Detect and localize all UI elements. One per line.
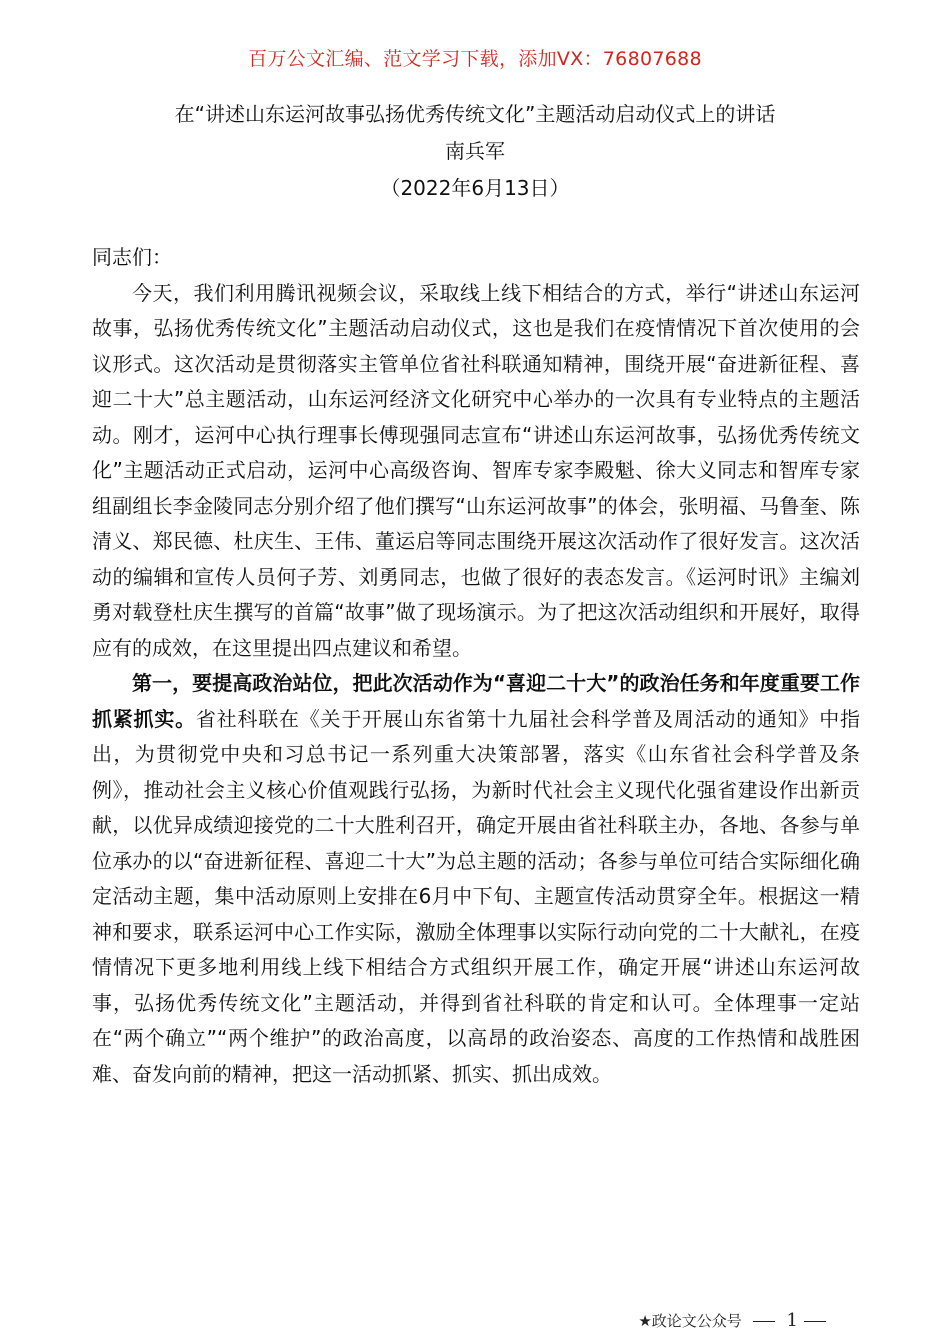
document-body (92, 240, 860, 1092)
watermark-text: 百万公文汇编、范文学习下载，添加VX：76807688 (248, 48, 702, 70)
paragraph-1: 今天，我们利用腾讯视频会议，采取线上线下相结合的方式，举行“讲述山东运河故事，弘扬优秀传统文化”主题活动启动仪式，这也是我们在疫情情况下首次使用的会议形式。这次活动是贯彻落实主管单位省社科联通知精神，围绕开展“奋进新征程、喜迎二十大”总主题活动，山东运河经济文化研究中心举办的一次具有专业特点的主题活动。刚才，运河中心执行理事长傅现强同志宣布“讲述山东运河故事，弘扬优秀传统文化”主题活动正式启动，运河中心高级咨询、智库专家李殿魁、徐大义同志和智库专家组副组长李金陵同志分别介绍了他们撰写“山东运河故事”的体会，张明福、马鲁奎、陈清义、郑民德、杜庆生、王伟、董运启等同志围绕开展这次活动作了很好发言。这次活动的编辑和宣传人员何子芳、刘勇同志，也做了很好的表态发言。《运河时讯》主编刘勇对载登杜庆生撰写的首篇“故事”做了现场演示。为了把这次活动组织和开展好，取得应有的成效，在这里提出四点建议和希望。 (92, 280, 860, 660)
page-number: 1 (786, 1310, 798, 1331)
page-footer (638, 1310, 832, 1331)
salutation: 同志们： (92, 245, 172, 269)
title-block (0, 96, 950, 207)
document-author: 南兵军 (445, 139, 505, 163)
paragraph-2-text: 省社科联在《关于开展山东省第十九届社会科学普及周活动的通知》中指出，为贯彻党中央和习总书记一系列重大决策部署，落实《山东省社会科学普及条例》，推动社会主义核心价值观践行弘扬，为新时代社会主义现代化强省建设作出新贡献，以优异成绩迎接党的二十大胜利召开，确定开展由省社科联主办，各地、各参与单位承办的以“奋进新征程、喜迎二十大”为总主题的活动；各参与单位可结合实际细化确定活动主题，集中活动原则上安排在6月中下旬、主题宣传活动贯穿全年。根据这一精神和要求，联系运河中心工作实际，激励全体理事以实际行动向党的二十大献礼，在疫情情况下更多地利用线上线下相结合方式组织开展工作，确定开展“讲述山东运河故事，弘扬优秀传统文化”主题活动，并得到省社科联的肯定和认可。全体理事一定站在“两个确立”“两个维护”的政治高度，以高昂的政治姿态、高度的工作热情和战胜困难、奋发向前的精神，把这一活动抓紧、抓实、抓出成效。 (92, 706, 861, 1086)
document-date: （2022年6月13日） (380, 176, 570, 200)
footer-dash-left (753, 1321, 775, 1322)
footer-source: ★政论文公众号 (638, 1312, 742, 1330)
paragraph-2-heading: 第一，要提高政治站位，把此次活动作为“喜迎二十大”的政治任务和年度重要工作抓紧抓实。 (92, 671, 860, 731)
document-title: 在“讲述山东运河故事弘扬优秀传统文化”主题活动启动仪式上的讲话 (174, 102, 776, 126)
paragraph-2 (92, 666, 860, 1092)
footer-dash-right (804, 1321, 826, 1322)
